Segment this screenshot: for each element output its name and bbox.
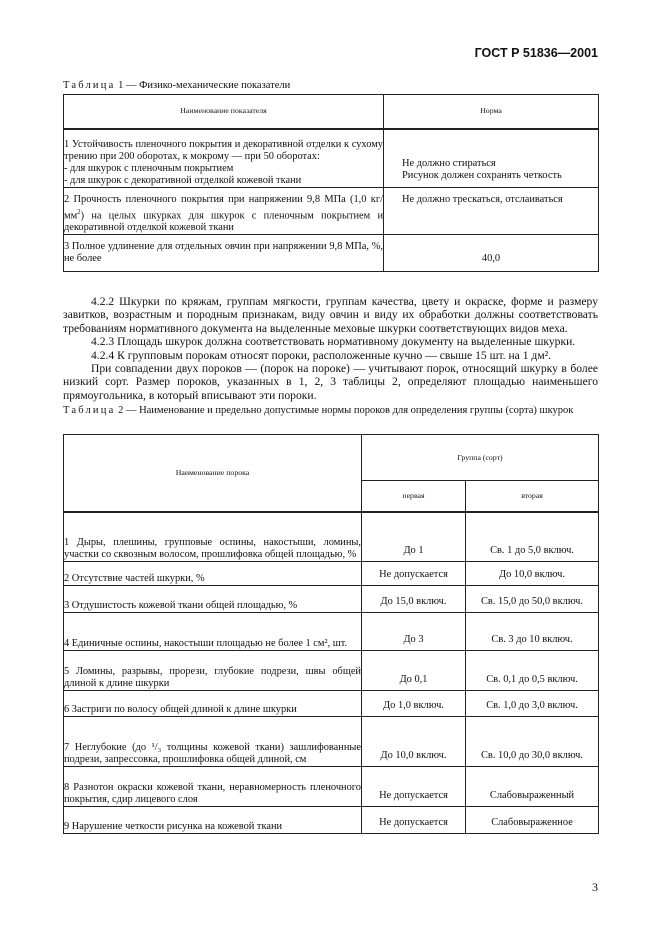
table1-row1-name: 1 Устойчивость пленочного покрытия и декоративной отделки к сухому трению при 200 оборотах, к мокрому — при 50 оборотах: xyxy=(64,138,383,162)
table2-row-first: До 1 xyxy=(362,512,466,562)
table1-row xyxy=(64,187,599,234)
table1-row2-norm: Не должно трескаться, отслаиваться xyxy=(384,187,599,234)
table1 xyxy=(63,94,599,272)
table2-row-second: Св. 3 до 10 включ. xyxy=(466,613,599,651)
table1-row xyxy=(64,234,599,271)
table1-row1-sub2: - для шкурок с декоративной отделкой кожевой ткани xyxy=(64,174,302,186)
table1-row2-sup: 2 xyxy=(77,207,81,216)
paragraph-4-2-3: 4.2.3 Площадь шкурок должна соответствовать нормативному документу на выделенные шкурки. xyxy=(91,335,576,349)
table2-row xyxy=(64,807,599,834)
table1-row xyxy=(64,129,599,188)
table2-caption xyxy=(63,404,598,417)
table2-row xyxy=(64,562,599,586)
paragraph-duplicate-defects: При совпадении двух пороков — (порок на пороке) — учитывают порок, относящий шкурку в более низкий сорт. Размер пороков, указанных в 1, 2, 3 таблицы 2, определяют площадью наименьшего прямоугольника, в который вписывают эти пороки. xyxy=(63,362,598,402)
table2-row-second: До 10,0 включ. xyxy=(466,562,599,586)
document-standard-number: ГОСТ Р 51836—2001 xyxy=(474,46,598,60)
table2-row-name: 9 Нарушение четкости рисунка на кожевой ткани xyxy=(64,807,362,834)
table2 xyxy=(63,434,599,834)
table2-row-second: Св. 10,0 до 30,0 включ. xyxy=(466,717,599,767)
table1-caption-text: 1 — Физико-механические показатели xyxy=(115,80,291,91)
table2-row-second: Св. 1,0 до 3,0 включ. xyxy=(466,691,599,717)
table2-header-second: вторая xyxy=(466,481,599,512)
table2-row-second: Св. 1 до 5,0 включ. xyxy=(466,512,599,562)
body-paragraphs xyxy=(63,295,598,402)
table2-row xyxy=(64,586,599,613)
table1-row2-name-a: 2 Прочность пленочного покрытия при напряжении 9,8 МПа (1,0 кг/мм xyxy=(64,193,383,221)
table2-row-name: 1 Дыры, плешины, групповые оспины, накостыши, ломины, участки со сквозным волосом, прошлифовка общей площадью, % xyxy=(64,512,362,562)
table1-header-norm: Норма xyxy=(384,95,599,129)
table1-row3-norm: 40,0 xyxy=(384,234,599,271)
table2-row-name: 2 Отсутствие частей шкурки, % xyxy=(64,562,362,586)
table2-row-second: Слабовыраженное xyxy=(466,807,599,834)
table2-row-second: Слабовыраженный xyxy=(466,767,599,807)
table2-row-name: 6 Застриги по волосу общей длиной к длине шкурки xyxy=(64,691,362,717)
table2-header-group: Группа (сорт) xyxy=(362,435,599,481)
table1-header-name: Наименование показателя xyxy=(64,95,384,129)
paragraph-4-2-2: 4.2.2 Шкурки по кряжам, группам мягкости, группам качества, цвету и окраске, форме и размеру завитков, возрастным и породным признакам, виду овчин и виду их обработки должны соответствовать требованиям нормативного документа на выделенные меховые шкурки соответствующих видов меха. xyxy=(63,295,598,335)
table2-row xyxy=(64,717,599,767)
table2-row-second: Св. 0,1 до 0,5 включ. xyxy=(466,651,599,691)
table1-row1-sub1: - для шкурок с пленочным покрытием xyxy=(64,162,234,174)
table2-row xyxy=(64,613,599,651)
table2-row-first: Не допускается xyxy=(362,807,466,834)
table1-caption xyxy=(63,79,290,92)
table2-row-first: До 1,0 включ. xyxy=(362,691,466,717)
table1-row1-norm1: Не должно стираться xyxy=(402,157,496,169)
paragraph-4-2-4: 4.2.4 К групповым порокам относят пороки, расположенные кучно — свыше 15 шт. на 1 дм². xyxy=(91,348,552,362)
table2-row xyxy=(64,691,599,717)
table2-row-name: 4 Единичные оспины, накостыши площадью не более 1 см², шт. xyxy=(64,613,362,651)
table1-caption-label: Таблица xyxy=(63,80,116,91)
table2-header-name: Наименование порока xyxy=(64,435,362,512)
table2-caption-text: 2 — Наименование и предельно допустимые нормы пороков для определения группы (сорта) шкурок xyxy=(115,405,574,416)
table2-row-first: Не допускается xyxy=(362,767,466,807)
table1-row3-name: 3 Полное удлинение для отдельных овчин при напряжении 9,8 МПа, %, не более xyxy=(64,234,384,271)
table2-row-name: 3 Отдушистость кожевой ткани общей площадью, % xyxy=(64,586,362,613)
table1-row1-norm2: Рисунок должен сохранять четкость xyxy=(402,169,562,181)
table2-row-name: 8 Разнотон окраски кожевой ткани, неравномерность пленочного покрытия, сдир лицевого слоя xyxy=(64,767,362,807)
table2-row-first: Не допускается xyxy=(362,562,466,586)
table2-row xyxy=(64,767,599,807)
page-number: 3 xyxy=(592,880,598,894)
table2-row-name: 5 Ломины, разрывы, прорези, глубокие подрези, швы общей длиной к длине шкурки xyxy=(64,651,362,691)
table2-row-first: До 15,0 включ. xyxy=(362,586,466,613)
table2-header-first: первая xyxy=(362,481,466,512)
table2-caption-label: Таблица xyxy=(63,405,116,416)
table2-row-first: До 0,1 xyxy=(362,651,466,691)
table2-row-name: 7 Неглубокие (до ¹/₃ толщины кожевой ткани) зашлифованные подрези, запрессовка, прошлифовка общей длиной, см xyxy=(64,717,362,767)
table2-row-first: До 10,0 включ. xyxy=(362,717,466,767)
table2-row-second: Св. 15,0 до 50,0 включ. xyxy=(466,586,599,613)
table1-row2-name-b: ) на целых шкурках для шкурок с пленочным покрытием и декоративной отделкой кожевой ткани xyxy=(64,209,383,233)
table2-row xyxy=(64,651,599,691)
table2-row xyxy=(64,512,599,562)
table2-row-first: До 3 xyxy=(362,613,466,651)
